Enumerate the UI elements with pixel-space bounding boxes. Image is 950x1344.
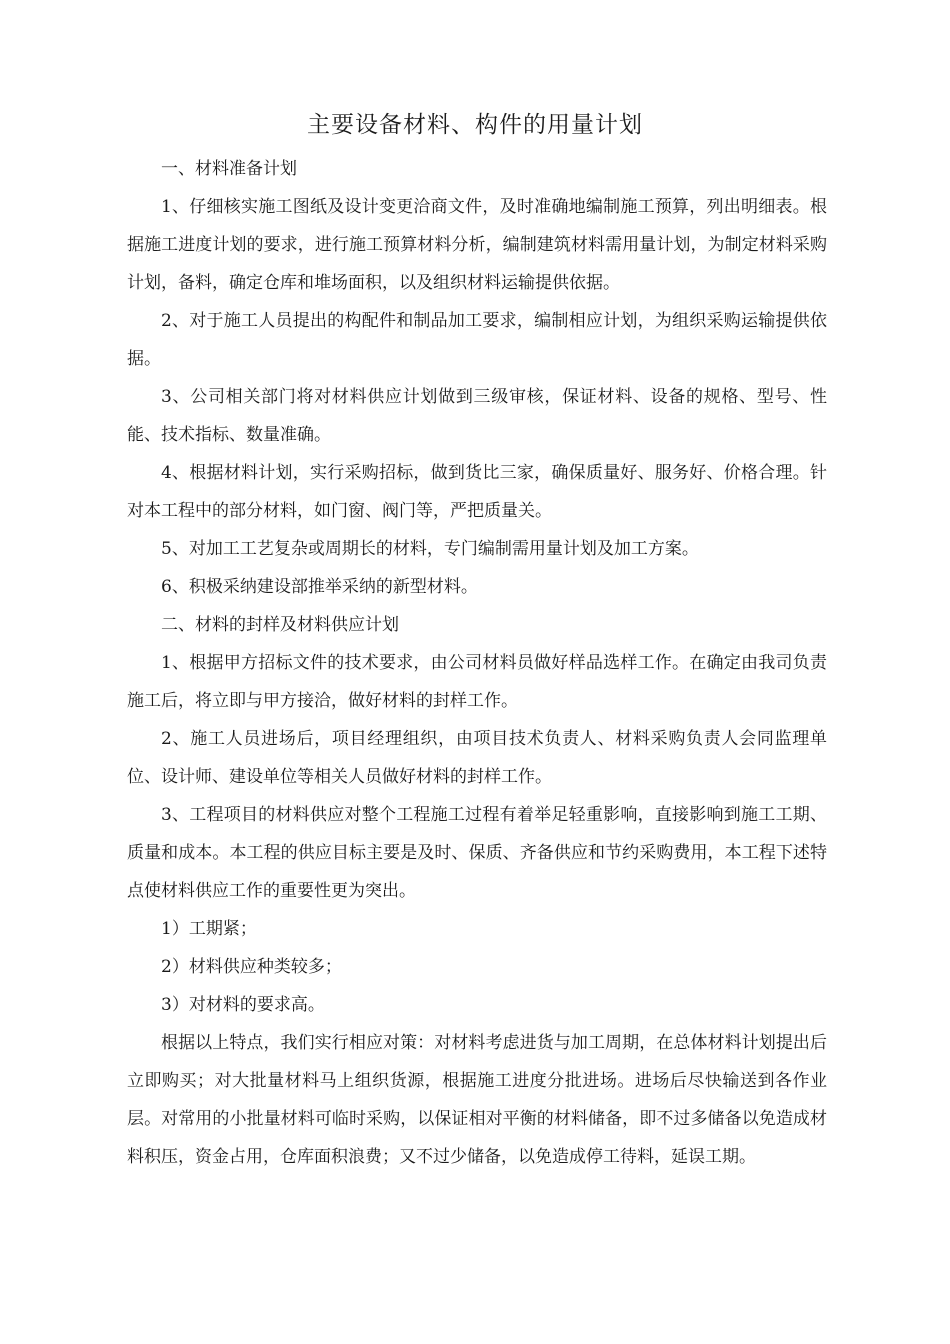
list-item: 1）工期紧； (161, 919, 257, 939)
section-heading-1: 一、材料准备计划 (161, 159, 297, 179)
paragraph: 3、公司相关部门将对材料供应计划做到三级审核，保证材料、设备的规格、型号、性能、技术指标、数量准确。 (127, 387, 827, 445)
page-title: 主要设备材料、构件的用量计划 (307, 112, 643, 138)
paragraph: 2、对于施工人员提出的构配件和制品加工要求，编制相应计划，为组织采购运输提供依据。 (127, 311, 827, 369)
paragraph: 1、根据甲方招标文件的技术要求，由公司材料员做好样品选样工作。在确定由我司负责施工后，将立即与甲方接洽，做好材料的封样工作。 (127, 653, 827, 711)
document-body (127, 150, 827, 1176)
list-item: 3）对材料的要求高。 (161, 995, 325, 1015)
paragraph: 1、仔细核实施工图纸及设计变更洽商文件，及时准确地编制施工预算，列出明细表。根据施工进度计划的要求，进行施工预算材料分析，编制建筑材料需用量计划，为制定材料采购计划，备料，确定仓库和堆场面积，以及组织材料运输提供依据。 (127, 197, 827, 293)
paragraph: 2、施工人员进场后，项目经理组织，由项目技术负责人、材料采购负责人会同监理单位、设计师、建设单位等相关人员做好材料的封样工作。 (127, 729, 827, 787)
paragraph: 3、工程项目的材料供应对整个工程施工过程有着举足轻重影响，直接影响到施工工期、质量和成本。本工程的供应目标主要是及时、保质、齐备供应和节约采购费用，本工程下述特点使材料供应工作的重要性更为突出。 (127, 805, 827, 901)
section-heading-2: 二、材料的封样及材料供应计划 (161, 615, 399, 635)
paragraph: 5、对加工工艺复杂或周期长的材料，专门编制需用量计划及加工方案。 (161, 539, 699, 559)
paragraph: 6、积极采纳建设部推举采纳的新型材料。 (161, 577, 478, 597)
paragraph: 根据以上特点，我们实行相应对策：对材料考虑进货与加工周期，在总体材料计划提出后立即购买；对大批量材料马上组织货源，根据施工进度分批进场。进场后尽快输送到各作业层。对常用的小批量材料可临时采购，以保证相对平衡的材料储备，即不过多储备以免造成材料积压，资金占用，仓库面积浪费；又不过少储备，以免造成停工待料，延误工期。 (127, 1033, 827, 1167)
list-item: 2）材料供应种类较多； (161, 957, 342, 977)
paragraph: 4、根据材料计划，实行采购招标，做到货比三家，确保质量好、服务好、价格合理。针对本工程中的部分材料，如门窗、阀门等，严把质量关。 (127, 463, 827, 521)
